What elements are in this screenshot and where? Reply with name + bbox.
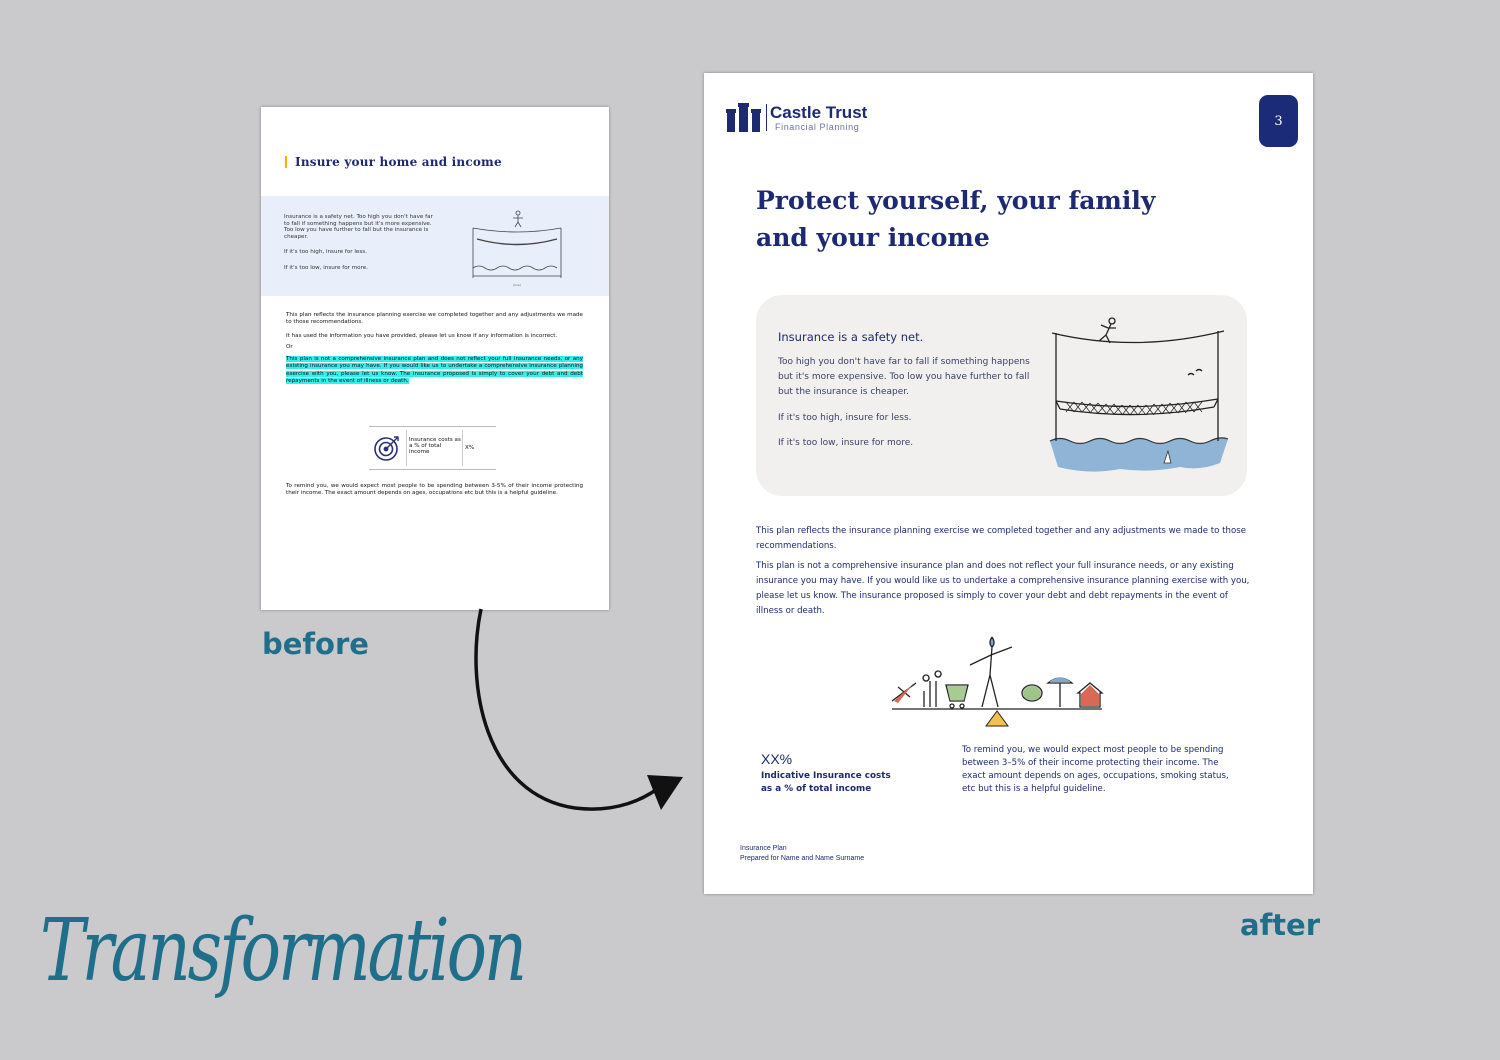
before-line-high: If it's too high, insure for less. xyxy=(284,249,367,255)
after-para-2: This plan is not a comprehensive insurance plan and does not reflect your full insurance needs, or any existing insurance you may have. If you would like us to undertake a comprehensive insurance planning exercise with you, please let us know. The insurance proposed is simply to cover your debt and debt repayments in the event of illness or death. xyxy=(756,561,1250,616)
logo-tagline: Financial Planning xyxy=(775,122,860,132)
card-para-1: Too high you don't have far to fall if something happens but it's more expensive. Too low you have further to fall but the insurance is cheaper. xyxy=(778,357,1030,397)
page-heading: Protect yourself, your family and your income xyxy=(756,186,1156,252)
safety-net-card xyxy=(756,295,1247,496)
before-cost-value: X% xyxy=(465,445,475,451)
divider xyxy=(406,430,407,466)
before-or: Or xyxy=(286,344,293,350)
before-remind: To remind you, we would expect most people to be spending between 3-5% of their income protecting their income. The exact amount depends on ages, occupations etc but this is a helpful guideline. xyxy=(286,483,583,497)
after-page xyxy=(704,73,1313,894)
caption-after: after xyxy=(1240,908,1321,942)
page-footer xyxy=(740,844,864,864)
before-cost-box xyxy=(369,426,496,470)
after-para-1: This plan reflects the insurance planning exercise we completed together and any adjustments we made to those recommendations. xyxy=(756,526,1247,551)
safety-net-sketch-icon xyxy=(469,206,565,288)
tightrope-safety-net-icon xyxy=(1046,313,1226,473)
logo-name: Castle Trust xyxy=(770,103,868,122)
before-para-2: It has used the information you have provided, please let us know if any information is incorrect. xyxy=(286,333,558,339)
before-page xyxy=(261,107,609,610)
before-cost-label: Insurance costs as a % of total income xyxy=(409,437,461,456)
transformation-script-word xyxy=(40,880,540,1030)
card-heading: Insurance is a safety net. xyxy=(778,330,924,344)
svg-text:(line): (line) xyxy=(513,283,521,287)
before-line-low: If it's too low, insure for more. xyxy=(284,265,368,271)
target-icon xyxy=(372,433,402,463)
logo-divider xyxy=(766,104,767,131)
caption-before: before xyxy=(262,627,369,661)
divider xyxy=(462,430,463,466)
castle-logo-icon xyxy=(726,102,762,134)
script-word-text: Transformation xyxy=(40,901,524,1001)
card-para-2: If it's too high, insure for less. xyxy=(778,413,912,423)
before-intro-text: Insurance is a safety net. Too high you don't have far to fall if something happens but it's more expensive. Too low you have further to fall but the insurance is cheaper. xyxy=(284,214,433,240)
card-para-3: If it's too low, insure for more. xyxy=(778,438,914,448)
highlighted-text: This plan is not a comprehensive insurance plan and does not reflect your full insurance needs, or any existing insurance you may have. If you would like us to undertake a comprehensive insurance planning exercise with you, please let us know. The insurance proposed is simply to cover your debt and debt repayments in the event of illness or death. xyxy=(286,356,583,385)
page-number-badge: 3 xyxy=(1259,95,1298,147)
footer-line-2: Prepared for Name and Name Surname xyxy=(740,855,865,862)
cost-percentage: XX% xyxy=(761,751,793,767)
before-highlight-para xyxy=(286,356,583,386)
curved-arrow-icon xyxy=(455,605,695,825)
before-title: Insure your home and income xyxy=(285,156,502,168)
after-remind: To remind you, we would expect most people to be spending between 3–5% of their income protecting their income. The exact amount depends on ages, occupations, smoking status, etc but this is a helpful guideline. xyxy=(962,745,1229,794)
cost-percentage-label: Indicative Insurance costs as a % of total income xyxy=(761,771,891,794)
before-para-1: This plan reflects the insurance planning exercise we completed together and any adjustments we made to those recommendations. xyxy=(286,312,583,326)
castle-trust-logo xyxy=(726,101,886,135)
footer-line-1: Insurance Plan xyxy=(740,845,787,852)
balance-scale-icon xyxy=(890,631,1105,729)
